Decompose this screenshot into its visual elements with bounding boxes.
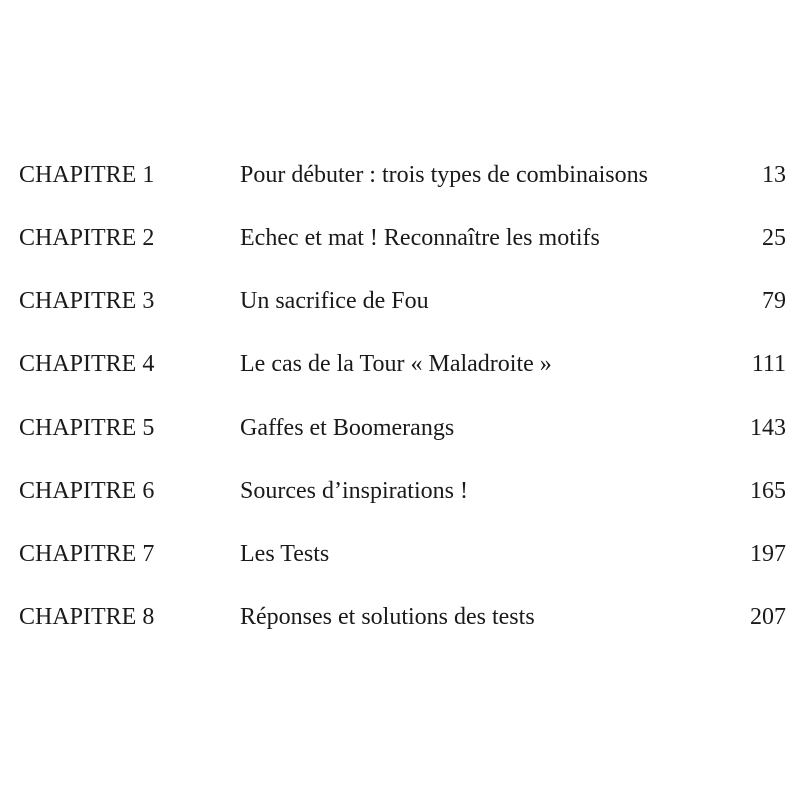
page-number: 207 [750,604,786,630]
chapter-title: Les Tests [240,541,330,567]
chapter-title: Réponses et solutions des tests [240,604,535,630]
page-number: 165 [750,478,786,504]
chapter-number: CHAPITRE 5 [19,415,155,441]
chapter-title: Sources d’inspirations ! [240,478,468,504]
chapter-title: Pour débuter : trois types de combinaisons [240,162,648,188]
chapter-number: CHAPITRE 8 [19,604,155,630]
toc-entry [0,223,800,253]
toc-entry [0,160,800,190]
chapter-number: CHAPITRE 7 [19,541,155,567]
toc-entry [0,602,800,632]
page-number: 143 [750,415,786,441]
page-number: 197 [750,541,786,567]
toc-entry [0,349,800,379]
chapter-number: CHAPITRE 6 [19,478,155,504]
chapter-number: CHAPITRE 2 [19,225,155,251]
toc-entry [0,286,800,316]
page-number: 25 [762,225,786,251]
chapter-number: CHAPITRE 4 [19,351,155,377]
chapter-number: CHAPITRE 3 [19,288,155,314]
page-number: 13 [762,162,786,188]
chapter-number: CHAPITRE 1 [19,162,155,188]
toc-entry [0,476,800,506]
toc-entry [0,539,800,569]
chapter-title: Un sacrifice de Fou [240,288,429,314]
page-number: 79 [762,288,786,314]
chapter-title: Gaffes et Boomerangs [240,415,455,441]
page-number: 111 [751,351,786,377]
toc-entry [0,413,800,443]
chapter-title: Echec et mat ! Reconnaître les motifs [240,225,600,251]
chapter-title: Le cas de la Tour « Maladroite » [240,351,552,377]
